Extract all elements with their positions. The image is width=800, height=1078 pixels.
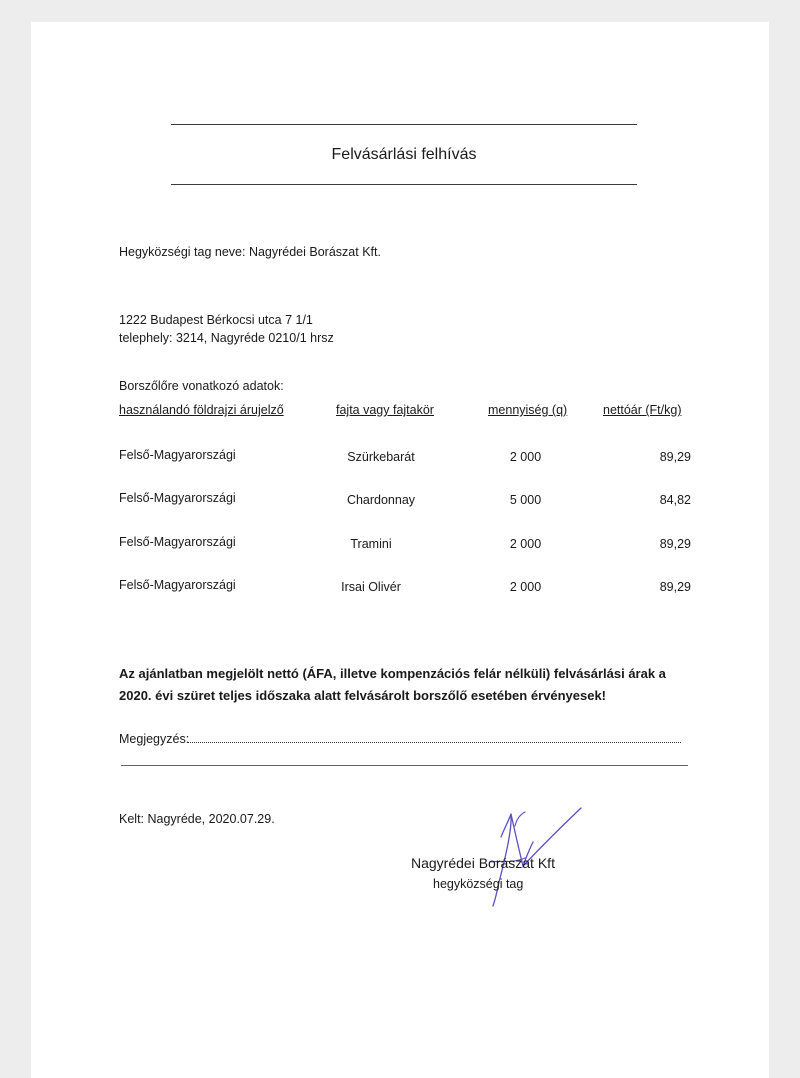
document-title: Felvásárlási felhívás <box>331 146 477 163</box>
column-header-origin: használandó földrajzi árujelző <box>119 403 284 417</box>
row-price: 89,29 <box>659 580 691 594</box>
column-header-price: nettóár (Ft/kg) <box>603 403 682 417</box>
grape-data-heading: Borszőlőre vonatkozó adatok: <box>119 379 284 393</box>
row-quantity: 2 000 <box>509 450 542 464</box>
row-variety: Chardonnay <box>346 493 416 507</box>
row-price: 89,29 <box>659 450 691 464</box>
notice-line-2: 2020. évi szüret teljes időszaka alatt felvásárolt borszőlő esetében érvényesek! <box>119 688 607 703</box>
remarks-label: Megjegyzés: <box>119 732 190 746</box>
title-bottom-rule <box>171 184 637 185</box>
row-price: 84,82 <box>659 493 691 507</box>
row-price: 89,29 <box>659 537 691 551</box>
row-variety: Tramini <box>350 537 392 551</box>
row-quantity: 2 000 <box>509 537 542 551</box>
signature-role: hegyközségi tag <box>433 877 524 891</box>
dated-line: Kelt: Nagyréde, 2020.07.29. <box>119 812 275 826</box>
row-variety: Szürkebarát <box>347 450 415 464</box>
column-header-variety: fajta vagy fajtakör <box>336 403 434 417</box>
row-variety: Irsai Olivér <box>341 580 401 594</box>
title-top-rule <box>171 124 637 125</box>
document-page <box>31 22 769 1078</box>
notice-line-1: Az ajánlatban megjelölt nettó (ÁFA, illetve kompenzációs felár nélküli) felvásárlási árak a <box>119 666 666 681</box>
member-name-line: Hegyközségi tag neve: Nagyrédei Borászat Kft. <box>119 245 381 259</box>
row-origin: Felső-Magyarországi <box>119 578 236 592</box>
row-origin: Felső-Magyarországi <box>119 535 236 549</box>
remarks-underline <box>121 765 688 766</box>
row-quantity: 2 000 <box>509 580 542 594</box>
column-header-quantity: mennyiség (q) <box>488 403 568 417</box>
address-line-2: telephely: 3214, Nagyréde 0210/1 hrsz <box>119 331 334 345</box>
row-quantity: 5 000 <box>509 493 542 507</box>
row-origin: Felső-Magyarországi <box>119 448 236 462</box>
row-origin: Felső-Magyarországi <box>119 491 236 505</box>
address-line-1: 1222 Budapest Bérkocsi utca 7 1/1 <box>119 313 313 327</box>
signature-company: Nagyrédei Borászat Kft <box>411 855 555 871</box>
remarks-dotted-line <box>187 742 681 743</box>
